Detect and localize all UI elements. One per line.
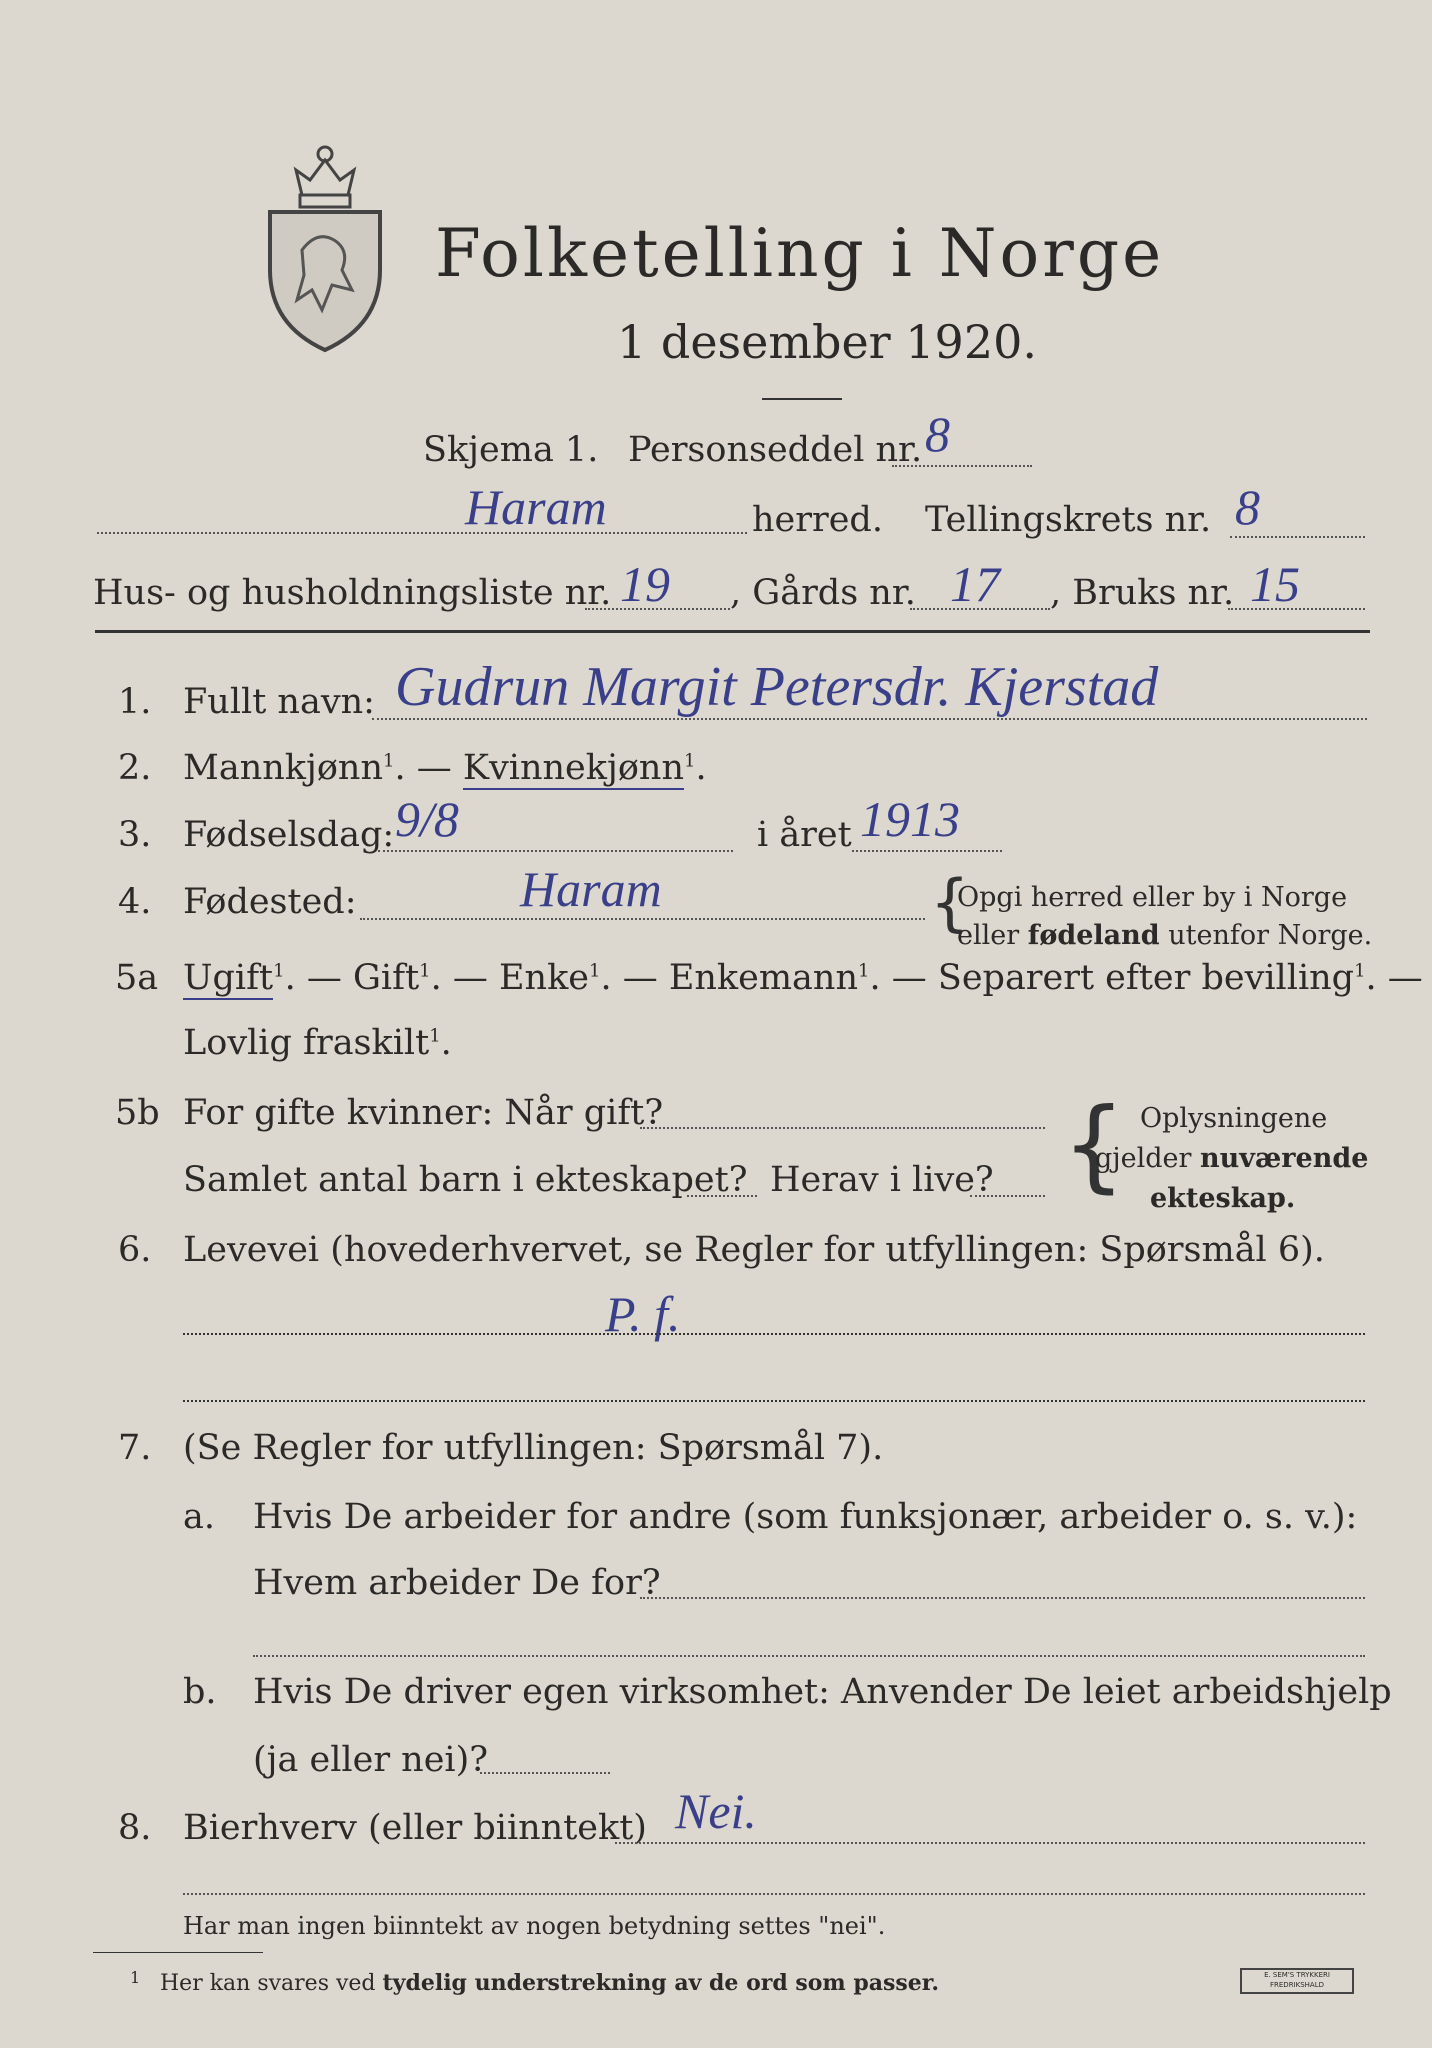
q6-label: Levevei (hovederhvervet, se Regler for utfyllingen: Spørsmål 6). — [183, 1230, 1325, 1270]
q7b-line2: (ja eller nei)? — [253, 1740, 489, 1780]
q5a-number: 5a — [115, 958, 159, 998]
q7b-number: b. — [183, 1672, 217, 1712]
tellingskrets-value: 8 — [1235, 479, 1260, 535]
herred-value: Haram — [465, 479, 607, 535]
q5a-option-fraskilt: Lovlig fraskilt$^1$. — [183, 1023, 452, 1063]
side-income-value: Nei. — [675, 1783, 757, 1839]
tellingskrets-label: Tellingskrets nr. — [925, 500, 1212, 540]
personseddel-line — [892, 465, 1032, 467]
option-mannkjonn[interactable]: Mannkjønn — [183, 748, 384, 788]
gards-value: 17 — [950, 556, 1000, 612]
footer-note: Har man ingen biinntekt av nogen betydning settes "nei". — [183, 1912, 886, 1940]
q4-number: 4. — [118, 882, 152, 922]
q6-line1 — [183, 1333, 1365, 1335]
q4-note-line2: eller fødeland utenfor Norge. — [957, 920, 1373, 951]
option-enkemann[interactable]: Enkemann — [668, 958, 858, 998]
q8-line — [615, 1842, 1365, 1844]
birth-year-value: 1913 — [860, 791, 960, 847]
q6-line2 — [183, 1400, 1365, 1402]
title-divider — [762, 398, 842, 400]
q7b-line1: Hvis De driver egen virksomhet: Anvender De leiet arbeidshjelp — [253, 1672, 1392, 1712]
option-kvinnekjonn[interactable]: Kvinnekjønn — [462, 748, 684, 788]
year-label: i året — [757, 815, 852, 855]
q7-number: 7. — [118, 1428, 152, 1468]
q5b-line2a: Samlet antal barn i ekteskapet? — [183, 1160, 748, 1200]
q5b-alive-line — [970, 1195, 1045, 1197]
hus-value: 19 — [620, 556, 670, 612]
q3-label: Fødselsdag: — [183, 815, 395, 855]
option-gift[interactable]: Gift — [352, 958, 420, 998]
year-line — [852, 850, 1002, 852]
option-enke[interactable]: Enke — [498, 958, 589, 998]
gards-label: , Gårds nr. — [730, 573, 916, 613]
q7a-line2: Hvem arbeider De for? — [253, 1563, 661, 1603]
q3-number: 3. — [118, 815, 152, 855]
q7a-number: a. — [183, 1497, 215, 1537]
bruks-label: , Bruks nr. — [1050, 573, 1235, 613]
q4-line — [360, 918, 925, 920]
q5a-options: Ugift$^1$. — Gift$^1$. — Enke$^1$. — Enkemann$^1$. — Separert efter bevilling$^1$. — — [183, 958, 1423, 998]
q5b-note2: gjelder nuværende — [1095, 1143, 1369, 1174]
skjema-label: Skjema 1. — [423, 430, 599, 470]
q1-label: Fullt navn: — [183, 682, 375, 722]
form-date: 1 desember 1920. — [617, 315, 1037, 369]
footnote-number: 1 — [130, 1968, 141, 1987]
q3-line — [378, 850, 733, 852]
header-rule — [95, 630, 1370, 633]
option-ugift[interactable]: Ugift — [183, 958, 274, 998]
full-name-value: Gudrun Margit Petersdr. Kjerstad — [395, 656, 1159, 718]
q7a-answer-line — [640, 1597, 1365, 1599]
birthplace-value: Haram — [520, 861, 662, 917]
form-title: Folketelling i Norge — [435, 215, 1165, 292]
q6-number: 6. — [118, 1230, 152, 1270]
q5b-children-line — [687, 1195, 757, 1197]
personseddel-value: 8 — [925, 406, 950, 462]
q5b-line2b: Herav i live? — [770, 1160, 994, 1200]
q5b-married-line — [640, 1127, 1045, 1129]
q7b-answer-line — [480, 1772, 610, 1774]
q4-label: Fødested: — [183, 882, 357, 922]
tellingskrets-line — [1230, 536, 1365, 538]
q7a-line1: Hvis De arbeider for andre (som funksjonær, arbeider o. s. v.): — [253, 1497, 1358, 1537]
q4-brace: { — [930, 866, 970, 939]
hus-label: Hus- og husholdningsliste nr. — [93, 573, 612, 613]
occupation-value: P. f. — [605, 1286, 681, 1342]
q5b-note1: Oplysningene — [1140, 1103, 1328, 1134]
q8-number: 8. — [118, 1808, 152, 1848]
herred-line — [97, 532, 747, 534]
option-lovlig-fraskilt[interactable]: Lovlig fraskilt — [183, 1023, 430, 1063]
q5b-brace: { — [1062, 1086, 1126, 1203]
q8-label: Bierhverv (eller biinntekt) — [183, 1808, 647, 1848]
footnote-text: Her kan svares ved tydelig understrekning av de ord som passer. — [160, 1970, 940, 1996]
personseddel-label: Personseddel nr. — [628, 430, 923, 470]
footnote-rule — [93, 1952, 263, 1953]
q7a-answer-line2 — [253, 1655, 1365, 1657]
q5b-note3: ekteskap. — [1150, 1183, 1296, 1214]
q4-note-line1: Opgi herred eller by i Norge — [957, 882, 1348, 913]
q2-number: 2. — [118, 748, 152, 788]
birthday-value: 9/8 — [395, 791, 459, 847]
bruks-value: 15 — [1250, 556, 1300, 612]
printer-stamp: E. SEM'S TRYKKERI FREDRIKSHALD — [1240, 1968, 1354, 1994]
q5b-number: 5b — [115, 1093, 160, 1133]
coat-of-arms-icon — [262, 140, 388, 355]
q5b-line1: For gifte kvinner: Når gift? — [183, 1093, 664, 1133]
q7-label: (Se Regler for utfyllingen: Spørsmål 7). — [183, 1428, 884, 1468]
q1-number: 1. — [118, 682, 152, 722]
option-separert[interactable]: Separert efter bevilling — [937, 958, 1355, 998]
q8-line2 — [183, 1893, 1365, 1895]
q2-options: Mannkjønn$^1$. — Kvinnekjønn$^1$. — [183, 748, 707, 788]
herred-label: herred. — [752, 500, 883, 540]
